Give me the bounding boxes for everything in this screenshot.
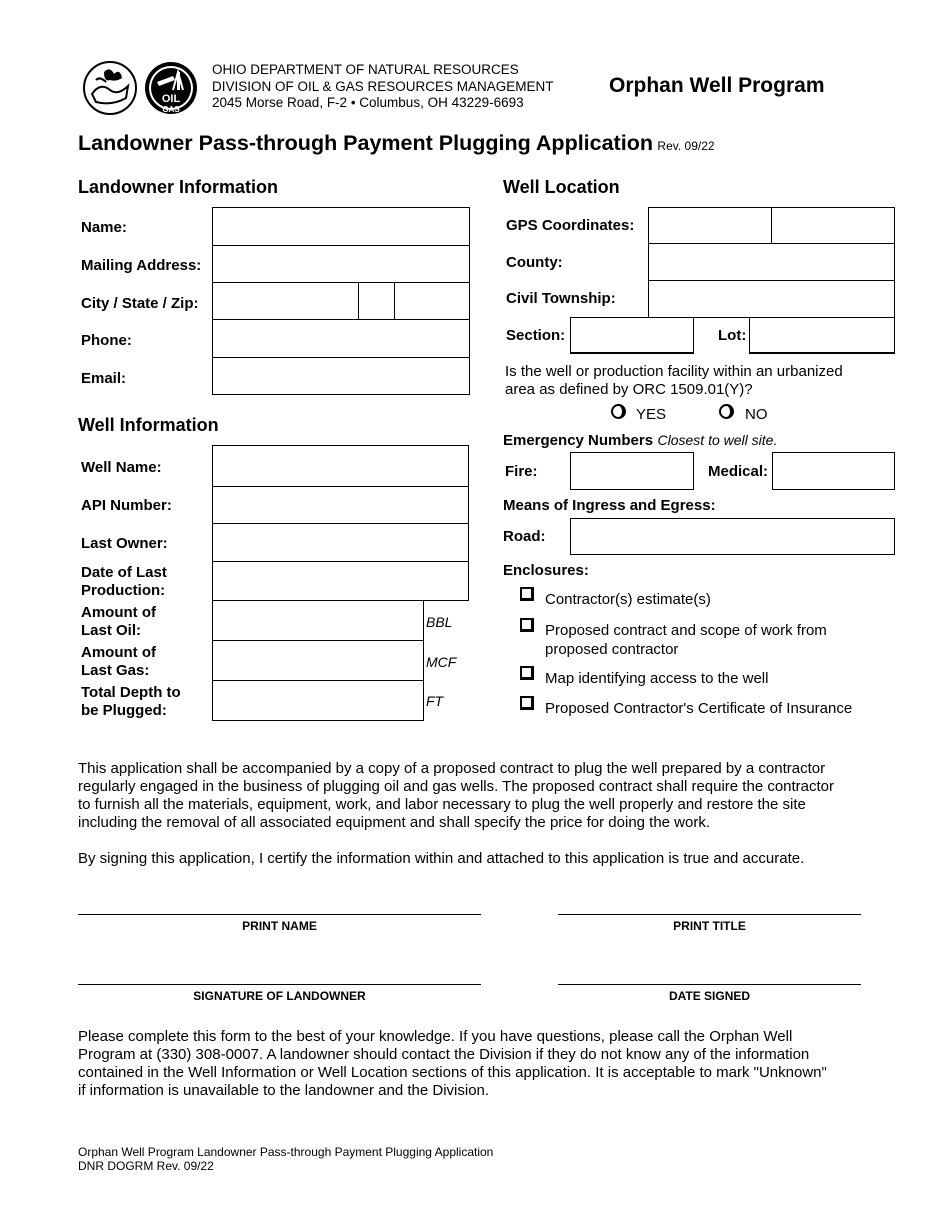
last-owner-field[interactable] [212, 523, 469, 562]
footer-line-2: DNR DOGRM Rev. 09/22 [78, 1159, 214, 1173]
no-radio-label: NO [745, 406, 768, 423]
api-number-label: API Number: [81, 497, 172, 514]
road-field[interactable] [570, 518, 895, 555]
last-gas-label [81, 644, 156, 680]
lot-label: Lot: [718, 327, 747, 344]
enclosure-2-label [545, 621, 827, 659]
print-title-line[interactable] [558, 914, 861, 915]
last-owner-label: Last Owner: [81, 535, 168, 552]
section-field[interactable] [570, 317, 694, 354]
email-label: Email: [81, 370, 127, 387]
print-name-caption: PRINT NAME [242, 919, 317, 933]
gas-label-line-2: Last Gas: [81, 662, 150, 679]
notice-line-4: if information is unavailable to the landowner and the Division. [78, 1082, 490, 1099]
oil-unit-label: BBL [426, 614, 453, 630]
name-label: Name: [81, 219, 127, 236]
depth-label-line-2: be Plugged: [81, 702, 167, 719]
yes-radio-label: YES [636, 406, 667, 423]
gps-label: GPS Coordinates: [506, 217, 635, 234]
contract-requirement-paragraph [78, 760, 878, 832]
enclosure-contractor-estimate-checkbox[interactable] [520, 587, 534, 601]
ingress-egress-heading: Means of Ingress and Egress: [503, 497, 716, 514]
landowner-heading: Landowner Information [78, 177, 278, 197]
civil-township-field[interactable] [648, 280, 895, 318]
form-revision: Rev. 09/22 [657, 139, 715, 153]
enclosure-2-line-1: Proposed contract and scope of work from [545, 622, 827, 639]
last-oil-field[interactable] [212, 600, 424, 641]
city-field[interactable] [212, 282, 359, 320]
medical-label: Medical: [708, 463, 769, 480]
depth-unit-label: FT [426, 693, 444, 709]
last-gas-field[interactable] [212, 640, 424, 681]
form-title-main: Landowner Pass-through Payment Plugging Application [78, 131, 653, 155]
no-radio[interactable] [719, 404, 734, 419]
yes-radio[interactable] [611, 404, 626, 419]
well-name-field[interactable] [212, 445, 469, 487]
print-title-caption: PRINT TITLE [673, 919, 746, 933]
gps-longitude-field[interactable] [771, 207, 895, 244]
gas-unit-label: MCF [426, 654, 457, 670]
print-name-line[interactable] [78, 914, 481, 915]
notice-line-3: contained in the Well Information or Well Location sections of this application. It is acceptable to mark "Unknown" [78, 1064, 827, 1081]
date-last-production-field[interactable] [212, 561, 469, 601]
phone-label: Phone: [81, 332, 132, 349]
question-line-2: area as defined by ORC 1509.01(Y)? [505, 381, 753, 398]
enclosures-heading: Enclosures: [503, 562, 589, 579]
odnr-logo [82, 60, 138, 116]
enclosure-1-label: Contractor(s) estimate(s) [545, 591, 711, 608]
county-field[interactable] [648, 243, 895, 281]
fire-label: Fire: [505, 463, 538, 480]
agency-line-1: OHIO DEPARTMENT OF NATURAL RESOURCES [212, 62, 519, 77]
date-signed-caption: DATE SIGNED [668, 989, 751, 1003]
last-oil-label [81, 604, 156, 640]
seal-text-gas: GAS [162, 105, 180, 114]
para1-line-2: regularly engaged in the business of plugging oil and gas wells. The proposed contract shall require the contractor [78, 778, 835, 795]
total-depth-field[interactable] [212, 680, 424, 721]
enclosure-insurance-checkbox[interactable] [520, 696, 534, 710]
para1-line-4: including the removal of all associated equipment and shall specify the price for doing the work. [78, 814, 711, 831]
enclosure-access-map-checkbox[interactable] [520, 666, 534, 680]
date-signed-line[interactable] [558, 984, 861, 985]
phone-field[interactable] [212, 319, 470, 358]
city-state-zip-label: City / State / Zip: [81, 295, 199, 312]
page-footer [78, 1145, 493, 1173]
para1-line-3: to furnish all the materials, equipment, work, and labor necessary to plug the well properly and restore the site [78, 796, 806, 813]
notice-line-2: Program at (330) 308-0007. A landowner should contact the Division if they do not know any of the information [78, 1046, 810, 1063]
enclosure-proposed-contract-checkbox[interactable] [520, 618, 534, 632]
mailing-address-field[interactable] [212, 245, 470, 283]
state-field[interactable] [358, 282, 395, 320]
email-field[interactable] [212, 357, 470, 395]
signature-line[interactable] [78, 984, 481, 985]
date-last-production-label [81, 564, 167, 600]
form-title [78, 131, 715, 156]
well-name-label: Well Name: [81, 459, 162, 476]
instructions-paragraph [78, 1028, 878, 1100]
date-label-line-1: Date of Last [81, 564, 167, 581]
enclosure-2-line-2: proposed contractor [545, 641, 679, 658]
name-field[interactable] [212, 207, 470, 246]
question-line-1: Is the well or production facility within an urbanized [505, 363, 843, 380]
seal-text-oil: OIL [161, 93, 181, 105]
certification-statement: By signing this application, I certify the information within and attached to this application is true and accurate. [78, 850, 805, 867]
gps-latitude-field[interactable] [648, 207, 772, 244]
oil-gas-seal [143, 60, 199, 116]
api-number-field[interactable] [212, 486, 469, 524]
signature-caption: SIGNATURE OF LANDOWNER [193, 989, 366, 1003]
gas-label-line-1: Amount of [81, 644, 156, 661]
oil-label-line-1: Amount of [81, 604, 156, 621]
mailing-label: Mailing Address: [81, 257, 202, 274]
zip-field[interactable] [394, 282, 470, 320]
emergency-note: Closest to well site. [657, 432, 778, 448]
notice-line-1: Please complete this form to the best of your knowledge. If you have questions, please call the Orphan Well [78, 1028, 793, 1045]
footer-line-1: Orphan Well Program Landowner Pass-through Payment Plugging Application [78, 1145, 494, 1159]
section-label: Section: [506, 327, 566, 344]
total-depth-label [81, 684, 181, 720]
depth-label-line-1: Total Depth to [81, 684, 181, 701]
urbanized-question [505, 363, 843, 399]
agency-block [212, 62, 554, 112]
agency-address: 2045 Morse Road, F-2 • Columbus, OH 43229-6693 [212, 95, 524, 110]
agency-line-2: DIVISION OF OIL & GAS RESOURCES MANAGEMENT [212, 78, 554, 94]
well-info-heading: Well Information [78, 415, 219, 435]
road-label: Road: [503, 528, 546, 545]
well-location-heading: Well Location [503, 177, 620, 197]
program-title: Orphan Well Program [609, 74, 825, 97]
enclosure-3-label: Map identifying access to the well [545, 670, 769, 687]
fire-field[interactable] [570, 452, 694, 490]
emergency-heading [503, 432, 777, 450]
civil-township-label: Civil Township: [506, 290, 616, 307]
date-label-line-2: Production: [81, 582, 166, 599]
lot-field[interactable] [749, 317, 895, 354]
enclosure-4-label: Proposed Contractor's Certificate of Insurance [545, 700, 853, 717]
emergency-heading-text: Emergency Numbers [503, 432, 654, 449]
oil-label-line-2: Last Oil: [81, 622, 142, 639]
para1-line-1: This application shall be accompanied by a copy of a proposed contract to plug the well prepared by a contractor [78, 760, 826, 777]
medical-field[interactable] [772, 452, 895, 490]
county-label: County: [506, 254, 563, 271]
